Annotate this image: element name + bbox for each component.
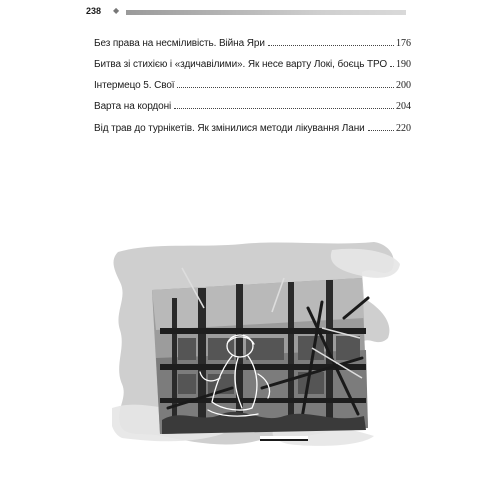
toc-entry-page: 200 xyxy=(396,80,411,91)
toc-entry xyxy=(94,57,411,73)
toc-entry-page: 176 xyxy=(396,38,411,49)
toc-entry xyxy=(94,36,411,52)
toc-entry-page: 204 xyxy=(396,101,411,112)
page-number: 238 xyxy=(86,6,102,16)
toc-entry xyxy=(94,78,411,94)
toc-dot-leader xyxy=(368,129,394,131)
toc-entry-title: Варта на кордоні xyxy=(94,101,172,112)
toc-dot-leader xyxy=(174,107,394,109)
toc-entry-title: Битва зі стихією і «здичавілими». Як несе варту Локі, боєць ТРО xyxy=(94,59,388,70)
toc-dot-leader xyxy=(177,86,394,88)
toc-entry-page: 220 xyxy=(396,123,411,134)
diamond-icon: ◆ xyxy=(113,6,120,15)
ruined-building-with-figure-illustration xyxy=(112,238,402,450)
toc-entry xyxy=(94,99,411,115)
toc-entry xyxy=(94,121,411,137)
toc-dot-leader xyxy=(390,65,394,67)
toc-dot-leader xyxy=(268,44,394,46)
page-header xyxy=(86,4,406,18)
toc-entry-title: Без права на несміливість. Війна Яри xyxy=(94,38,265,49)
header-decorative-bar xyxy=(126,10,406,15)
toc-entry-title: Від трав до турнікетів. Як змінилися методи лікування Лани xyxy=(94,123,365,134)
toc-entry-title: Інтермецо 5. Свої xyxy=(94,80,175,91)
toc-entry-page: 190 xyxy=(396,59,411,70)
